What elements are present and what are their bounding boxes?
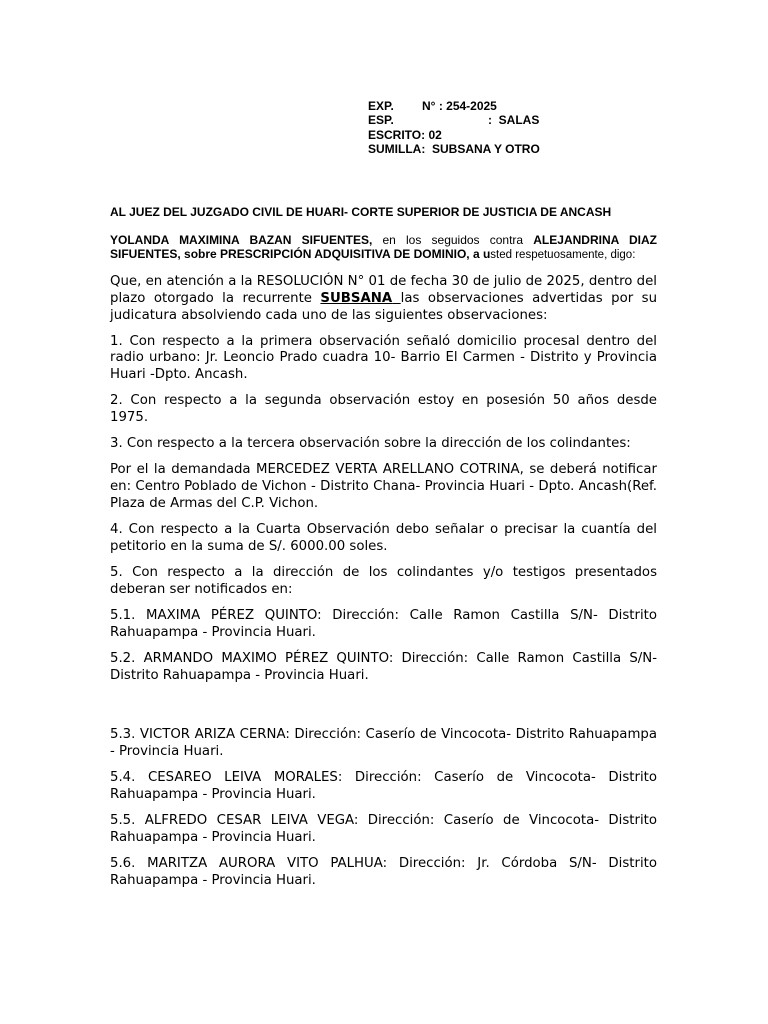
paragraph-witness-5-5: 5.5. ALFREDO CESAR LEIVA VEGA: Dirección: Caserío de Vincocota- Distrito Rahuapampa - Provincia Huari. — [110, 813, 657, 845]
intro-paragraph — [110, 233, 657, 262]
esp-value: : SALAS — [488, 113, 540, 128]
addressee-line: AL JUEZ DEL JUZGADO CIVIL DE HUARI- CORTE SUPERIOR DE JUSTICIA DE ANCASH — [110, 205, 612, 219]
case-header — [368, 99, 688, 156]
exp-number-label: N° — [422, 99, 436, 113]
exp-label: EXP. — [368, 99, 394, 113]
paragraph-observation-3: 3. Con respecto a la tercera observación sobre la dirección de los colindantes: — [110, 436, 631, 452]
intro-text-3: sted respetuosamente, digo: — [490, 249, 636, 261]
paragraph-witness-5-2: 5.2. ARMANDO MAXIMO PÉREZ QUINTO: Dirección: Calle Ramon Castilla S/N- Distrito Rahuapampa - Provincia Huari. — [110, 650, 657, 683]
esp-row — [368, 113, 688, 127]
paragraph-observation-2: 2. Con respecto a la segunda observación estoy en posesión 50 años desde 1975. — [110, 393, 657, 426]
paragraph-witness-5-6: 5.6. MARITZA AURORA VITO PALHUA: Dirección: Jr. Córdoba S/N- Distrito Rahuapampa - Provincia Huari. — [110, 855, 657, 888]
paragraph-observation-1: 1. Con respecto a la primera observación señaló domicilio procesal dentro del radio urbano: Jr. Leoncio Prado cuadra 10- Barrio El Carmen - Distrito y Provincia Huari -Dpto. Ancash. — [110, 333, 657, 383]
underline-space — [392, 291, 400, 306]
paragraph-witness-5-3: 5.3. VICTOR ARIZA CERNA: Dirección: Caserío de Vincocota- Distrito Rahuapampa - Provincia Huari. — [110, 727, 657, 760]
defendant-name: ALEJANDRINA DIAZ SIFUENTES, — [110, 233, 657, 261]
exp-row — [368, 99, 688, 113]
esp-label: ESP. — [368, 113, 394, 128]
matter-name: PRESCRIPCIÓN ADQUISITIVA DE DOMINIO, a u — [220, 247, 491, 261]
escrito-row: ESCRITO: 02 — [368, 127, 442, 142]
paragraph-demandada: Por el la demandada MERCEDEZ VERTA ARELLANO COTRINA, se deberá notificar en: Centro Poblado de Vichon - Distrito Chana- Provincia Huari - Dpto. Ancash(Ref. Plaza de Armas del C.P. Vichon. — [110, 462, 657, 511]
intro-text-1: en los seguidos contra — [382, 233, 534, 247]
paragraph-witness-5-4: 5.4. CESAREO LEIVA MORALES: Dirección: Caserío de Vincocota- Distrito Rahuapampa - Provincia Huari. — [110, 770, 657, 802]
sumilla-row: SUMILLA: SUBSANA Y OTRO — [368, 141, 540, 156]
paragraph-resolution — [110, 274, 657, 324]
intro-text-2: sobre — [184, 247, 221, 261]
paragraph-observation-4: 4. Con respecto a la Cuarta Observación debo señalar o precisar la cuantía del petitorio en la suma de S/. 6000.00 soles. — [110, 522, 657, 554]
subsana-keyword: SUBSANA — [320, 290, 393, 306]
paragraph-resolution-text-1: Que, en atención a la RESOLUCIÓN N° 01 de fecha 30 de julio de 2025, dentro del plazo otorgado la recurrente — [110, 274, 657, 306]
exp-value: : 254-2025 — [438, 99, 497, 113]
document-body — [110, 274, 657, 899]
paragraph-resolution-text-2: las observaciones advertidas por su judicatura absolviendo cada uno de las siguientes observaciones: — [110, 290, 657, 323]
plaintiff-name: YOLANDA MAXIMINA BAZAN SIFUENTES, — [110, 233, 383, 247]
paragraph-witness-5-1: 5.1. MAXIMA PÉREZ QUINTO: Dirección: Calle Ramon Castilla S/N- Distrito Rahuapampa - Provincia Huari. — [110, 607, 657, 640]
paragraph-observation-5: 5. Con respecto a la dirección de los colindantes y/o testigos presentados deberan ser notificados en: — [110, 564, 657, 597]
